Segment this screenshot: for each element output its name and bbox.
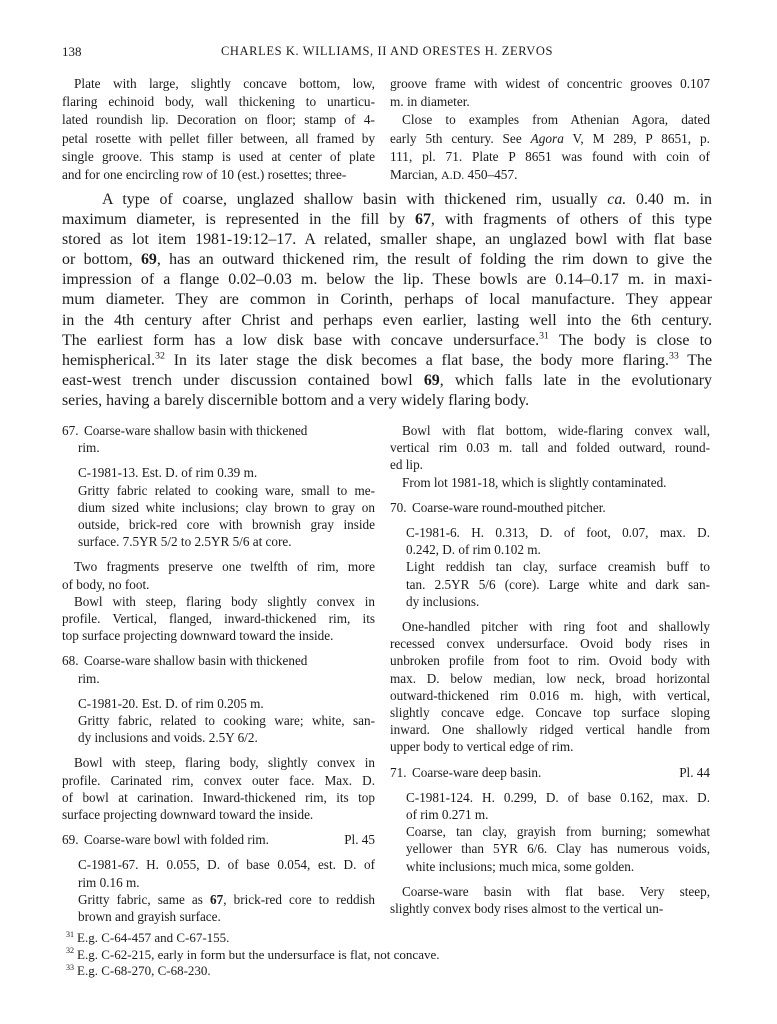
- paragraph: [78, 464, 375, 481]
- text-line: [390, 618, 710, 635]
- text-segment: ed lip.: [390, 457, 423, 473]
- text-segment: max. D. below median, low neck, broad horizontal: [390, 670, 710, 686]
- paragraph: [406, 823, 710, 875]
- text-line: [62, 311, 712, 331]
- text-segment: profile. Vertical, flanged, inward-thickened rim, its: [62, 611, 375, 627]
- catalog-description: [390, 789, 710, 875]
- text-line: [62, 610, 375, 627]
- text-line: [390, 148, 710, 166]
- text-line: [390, 670, 710, 687]
- text-segment: rim.: [78, 670, 100, 686]
- paragraph: [78, 695, 375, 712]
- text-line: [390, 687, 710, 704]
- text-segment: mum diameter. They are common in Corinth, perhaps of local manufacture. They appear: [62, 291, 712, 309]
- catalog-title: [406, 764, 710, 781]
- text-segment: surface. 7.5YR 5/2 to 2.5YR 5/6 at core.: [78, 534, 292, 550]
- catalog-entry-heading: [62, 831, 375, 848]
- running-head: CHARLES K. WILLIAMS, II AND ORESTES H. ZERVOS: [220, 44, 554, 58]
- text-segment: maximum diameter, is represented in the fill by: [62, 211, 416, 229]
- text-segment: C-1981-20. Est. D. of rim 0.205 m.: [78, 695, 264, 711]
- text-segment: surface projecting downward toward the inside.: [62, 807, 314, 823]
- text-line: [62, 130, 375, 148]
- paragraph: [390, 75, 710, 111]
- text-line: [78, 670, 375, 687]
- footnote-reference: 33: [668, 350, 679, 362]
- text-line: [390, 422, 710, 439]
- text-segment: Coarse-ware shallow basin with thickened: [84, 653, 308, 669]
- paragraph: [62, 593, 375, 645]
- text-line: [406, 524, 710, 541]
- text-segment: Gritty fabric, same as: [78, 891, 211, 907]
- paragraph: [406, 789, 710, 823]
- text-line: [406, 789, 710, 806]
- text-line: [390, 635, 710, 652]
- paragraph-block: [62, 75, 375, 184]
- paragraph-block: [62, 754, 375, 823]
- text-segment: One-handled pitcher with ring foot and shallowly: [402, 619, 710, 635]
- catalog-description: [390, 524, 710, 610]
- text-segment: Coarse-ware basin with flat base. Very steep,: [402, 883, 710, 899]
- catalog-right-column: [390, 422, 710, 917]
- text-segment: Coarse-ware shallow basin with thickened: [84, 423, 308, 438]
- footnote-text: E.g. C-64-457 and C-67-155.: [77, 930, 230, 945]
- text-segment: outward-thickened rim 0.016 m. high, with vertical,: [390, 687, 710, 703]
- text-segment: top surface projecting downward toward the inside.: [62, 628, 334, 644]
- text-segment: inward. One shallowly ridged vertical handle from: [390, 722, 710, 738]
- text-line: [390, 474, 710, 491]
- catalog-description: [62, 464, 375, 550]
- text-segment: Gritty fabric related to cooking ware, small to me-: [78, 482, 375, 498]
- text-line: [78, 874, 375, 891]
- footnote: [66, 930, 440, 947]
- text-segment: yellower than 5YR 6/6. Clay has numerous voids,: [406, 841, 710, 857]
- text-segment: From lot 1981-18, which is slightly contaminated.: [402, 474, 667, 490]
- text-line: [62, 789, 375, 806]
- paragraph: [390, 111, 710, 184]
- catalog-number: 71.: [390, 764, 407, 780]
- paragraph: [390, 474, 710, 491]
- page-number: 138: [62, 44, 82, 59]
- text-line: [78, 439, 375, 456]
- text-segment: single groove. This stamp is used at center of plate: [62, 148, 375, 164]
- text-line: [390, 456, 710, 473]
- text-line: [390, 900, 710, 917]
- text-segment: Marcian,: [390, 167, 441, 183]
- text-segment: Close to examples from Athenian Agora, dated: [402, 112, 710, 128]
- text-segment: and for one encircling row of 10 (est.) rosettes; three-: [62, 167, 347, 183]
- text-segment: C-1981-124. H. 0.299, D. of base 0.162, max. D.: [406, 789, 710, 805]
- text-segment: The body is close to: [548, 331, 712, 349]
- catalog-description: [62, 695, 375, 747]
- text-segment: of rim 0.271 m.: [406, 807, 489, 823]
- text-line: [390, 721, 710, 738]
- text-segment: recessed convex undersurface. Ovoid body rises in: [390, 636, 710, 652]
- text-line: [406, 593, 710, 610]
- paragraph-block: [390, 422, 710, 491]
- text-segment: C-1981-67. H. 0.055, D. of base 0.054, est. D. of: [78, 857, 375, 873]
- paragraph: [78, 891, 375, 925]
- catalog-title: [78, 422, 375, 456]
- text-segment: dium sized white inclusions; clay brown to gray on: [78, 499, 375, 515]
- text-line: [62, 754, 375, 771]
- text-segment: Bowl with flat bottom, wide-flaring convex wall,: [402, 423, 710, 438]
- text-segment: vertical rim 0.03 m. tall and folded outward, round-: [390, 440, 710, 456]
- text-segment: Bowl with steep, flaring body slightly convex in: [74, 593, 375, 609]
- text-line: [62, 576, 375, 593]
- text-segment: Coarse-ware deep basin.: [412, 764, 542, 780]
- catalog-description: [62, 856, 375, 925]
- text-line: [390, 111, 710, 129]
- paragraph: [78, 856, 375, 890]
- text-segment: groove frame with widest of concentric grooves 0.107: [390, 76, 710, 91]
- text-segment: slightly convex body rises almost to the vertical un-: [390, 901, 664, 917]
- text-segment: outside, brick-red core with brownish gray inside: [78, 517, 375, 533]
- catalog-entry-heading: [390, 499, 710, 516]
- top-right-column: [390, 75, 710, 184]
- text-line: [390, 652, 710, 669]
- catalog-title: [78, 831, 375, 848]
- footnote-reference: 32: [155, 350, 165, 362]
- paragraph-block: [62, 558, 375, 644]
- text-segment: Plate with large, slightly concave bottom, low,: [74, 76, 375, 91]
- footnote-text: E.g. C-62-215, early in form but the undersurface is flat, not concave.: [77, 946, 440, 962]
- text-line: [62, 250, 712, 270]
- text-line: [390, 93, 710, 111]
- text-segment: brown and grayish surface.: [78, 909, 221, 925]
- catalog-title: [406, 499, 710, 516]
- text-segment: Gritty fabric, related to cooking ware; white, san-: [78, 713, 375, 729]
- text-line: [62, 270, 712, 290]
- paragraph: [78, 482, 375, 551]
- text-line: [62, 806, 375, 823]
- text-segment: Bowl with steep, flaring body, slightly convex in: [74, 755, 375, 771]
- text-line: [78, 482, 375, 499]
- paragraph: [62, 754, 375, 823]
- text-segment: , with fragments of others of this type: [430, 211, 712, 229]
- paragraph: [390, 618, 710, 756]
- text-line: [84, 831, 375, 848]
- text-line: [78, 533, 375, 550]
- text-line: [78, 712, 375, 729]
- text-line: [78, 729, 375, 746]
- text-segment: In its later stage the disk becomes a flat base, the body more flaring.: [164, 351, 669, 369]
- footnote-number: 31: [66, 929, 75, 939]
- footnotes: [66, 930, 440, 980]
- text-segment: 450–457.: [464, 167, 518, 183]
- footnote: [66, 963, 440, 980]
- text-segment: dy inclusions and voids. 2.5Y 6/2.: [78, 730, 258, 746]
- text-segment: east-west trench under discussion contained bowl: [62, 371, 424, 389]
- text-line: [406, 858, 710, 875]
- text-line: [62, 75, 375, 93]
- small-caps-text: A.D.: [440, 168, 465, 183]
- top-left-column: [62, 75, 375, 184]
- text-line: [62, 593, 375, 610]
- footnote-number: 33: [66, 962, 75, 972]
- text-line: [62, 331, 712, 351]
- text-line: [406, 806, 710, 823]
- text-line: [78, 516, 375, 533]
- text-line: [62, 772, 375, 789]
- text-segment: flaring echinoid body, wall thickening to unarticu-: [62, 94, 375, 110]
- text-segment: slightly concave edge. Concave top surface sloping: [390, 705, 710, 721]
- text-segment: Coarse, tan clay, grayish from burning; somewhat: [406, 824, 710, 840]
- text-segment: C-1981-6. H. 0.313, D. of foot, 0.07, max. D.: [406, 525, 710, 541]
- catalog-entry-heading: [62, 652, 375, 686]
- catalog-number: 69.: [62, 832, 79, 848]
- text-line: [78, 695, 375, 712]
- paragraph: [406, 558, 710, 610]
- text-segment: Coarse-ware bowl with folded rim.: [84, 832, 269, 848]
- text-line: [390, 704, 710, 721]
- text-line: [412, 764, 710, 781]
- text-line: [412, 499, 710, 516]
- text-line: [406, 558, 710, 575]
- bold-reference: 69: [140, 251, 157, 269]
- paragraph: [390, 422, 710, 474]
- text-segment: The earliest form has a low disk base with concave undersurface.: [62, 331, 540, 349]
- text-segment: dy inclusions.: [406, 593, 480, 609]
- catalog-number: 70.: [390, 499, 407, 515]
- text-line: [78, 499, 375, 516]
- text-line: [390, 439, 710, 456]
- text-line: [390, 130, 710, 148]
- footnote-number: 32: [66, 946, 75, 956]
- paragraph: [62, 75, 375, 184]
- text-segment: rim 0.16 m.: [78, 874, 140, 890]
- catalog-number: 67.: [62, 423, 79, 438]
- text-segment: hemispherical.: [62, 351, 156, 369]
- text-line: [406, 840, 710, 857]
- text-line: [62, 210, 712, 230]
- text-segment: , brick-red core to reddish: [223, 891, 375, 907]
- text-line: [78, 908, 375, 925]
- plate-reference: Pl. 44: [679, 764, 710, 780]
- text-line: [406, 541, 710, 558]
- text-segment: m. in diameter.: [390, 94, 470, 110]
- text-segment: Light reddish tan clay, surface creamish buff to: [406, 559, 710, 575]
- paragraph-block: [390, 618, 710, 756]
- text-line: [390, 166, 710, 184]
- catalog-entry-heading: [62, 422, 375, 456]
- text-line: [390, 883, 710, 900]
- text-segment: of bowl at carination. Inward-thickened rim, its top: [62, 789, 375, 805]
- footnote-reference: 31: [539, 330, 549, 342]
- text-line: [62, 290, 712, 310]
- text-segment: impression of a flange 0.02–0.03 m. below the lip. These bowls are 0.14–0.17 m. in maxi-: [62, 271, 712, 289]
- text-segment: Two fragments preserve one twelfth of rim, more: [74, 559, 375, 575]
- text-segment: tan. 2.5YR 5/6 (core). Large white and dark san-: [406, 576, 710, 592]
- catalog-entry-heading: [390, 764, 710, 781]
- paragraph: [78, 712, 375, 746]
- text-segment: C-1981-13. Est. D. of rim 0.39 m.: [78, 465, 258, 481]
- text-segment: 111, pl. 71. Plate P 8651 was found with coin of: [390, 148, 710, 164]
- plate-reference: Pl. 45: [344, 832, 375, 848]
- text-line: [62, 111, 375, 129]
- text-line: [62, 230, 712, 250]
- text-segment: of body, no foot.: [62, 576, 150, 592]
- catalog-left-column: [62, 422, 375, 925]
- text-segment: stored as lot item 1981-19:12–17. A related, smaller shape, an unglazed bowl with flat base: [62, 231, 712, 249]
- text-line: [84, 652, 375, 669]
- main-paragraph: [62, 190, 712, 411]
- text-segment: profile. Carinated rim, convex outer face. Max. D.: [62, 772, 375, 788]
- text-line: [62, 627, 375, 644]
- text-line: [62, 371, 712, 391]
- text-line: [62, 190, 712, 210]
- text-segment: The: [678, 351, 712, 369]
- text-segment: upper body to vertical edge of rim.: [390, 739, 574, 755]
- text-segment: , has an outward thickened rim, the result of folding the rim down to give the: [156, 251, 712, 269]
- text-segment: lated roundish lip. Decoration on floor; stamp of 4-: [62, 112, 375, 128]
- text-segment: rim.: [78, 440, 100, 456]
- bold-reference: 69: [423, 371, 440, 389]
- bold-reference: 67: [210, 891, 224, 907]
- text-segment: 0.40 m. in: [626, 191, 712, 208]
- text-line: [62, 93, 375, 111]
- text-line: [390, 75, 710, 93]
- text-segment: V, M 289, P 8651, p.: [563, 130, 710, 146]
- italic-text: ca.: [607, 191, 627, 208]
- text-line: [62, 351, 712, 371]
- text-segment: 0.242, D. of rim 0.102 m.: [406, 542, 541, 558]
- text-line: [78, 464, 375, 481]
- catalog-title: [78, 652, 375, 686]
- catalog-number: 68.: [62, 653, 79, 669]
- italic-text: Agora: [530, 130, 564, 146]
- text-segment: or bottom,: [62, 251, 141, 269]
- text-line: [62, 558, 375, 575]
- text-line: [84, 422, 375, 439]
- text-line: [62, 148, 375, 166]
- text-line: [78, 856, 375, 873]
- text-line: [62, 391, 712, 411]
- text-segment: A type of coarse, unglazed shallow basin with thickened rim, usually: [102, 191, 608, 208]
- text-segment: unbroken profile from foot to rim. Ovoid body with: [390, 653, 710, 669]
- text-line: [62, 166, 375, 184]
- text-segment: early 5th century. See: [390, 130, 531, 146]
- paragraph: [62, 558, 375, 592]
- paragraph: [406, 524, 710, 558]
- text-line: [406, 576, 710, 593]
- footnote-text: E.g. C-68-270, C-68-230.: [77, 963, 211, 978]
- text-line: [78, 891, 375, 908]
- paragraph-block: [390, 883, 710, 917]
- text-segment: Coarse-ware round-mouthed pitcher.: [412, 499, 606, 515]
- paragraph: [390, 883, 710, 917]
- text-segment: petal rosette with pellet filler between, all framed by: [62, 130, 375, 146]
- text-segment: series, having a barely discernible bottom and a very widely flaring body.: [62, 391, 530, 409]
- text-segment: in the 4th century after Christ and perhaps even earlier, lasting well into the 6th century.: [62, 311, 712, 329]
- bold-reference: 67: [415, 211, 431, 229]
- text-segment: , which falls late in the evolutionary: [439, 371, 712, 389]
- text-segment: white inclusions; much mica, some golden.: [406, 858, 635, 874]
- text-line: [406, 823, 710, 840]
- text-line: [390, 738, 710, 755]
- footnote: [66, 947, 440, 964]
